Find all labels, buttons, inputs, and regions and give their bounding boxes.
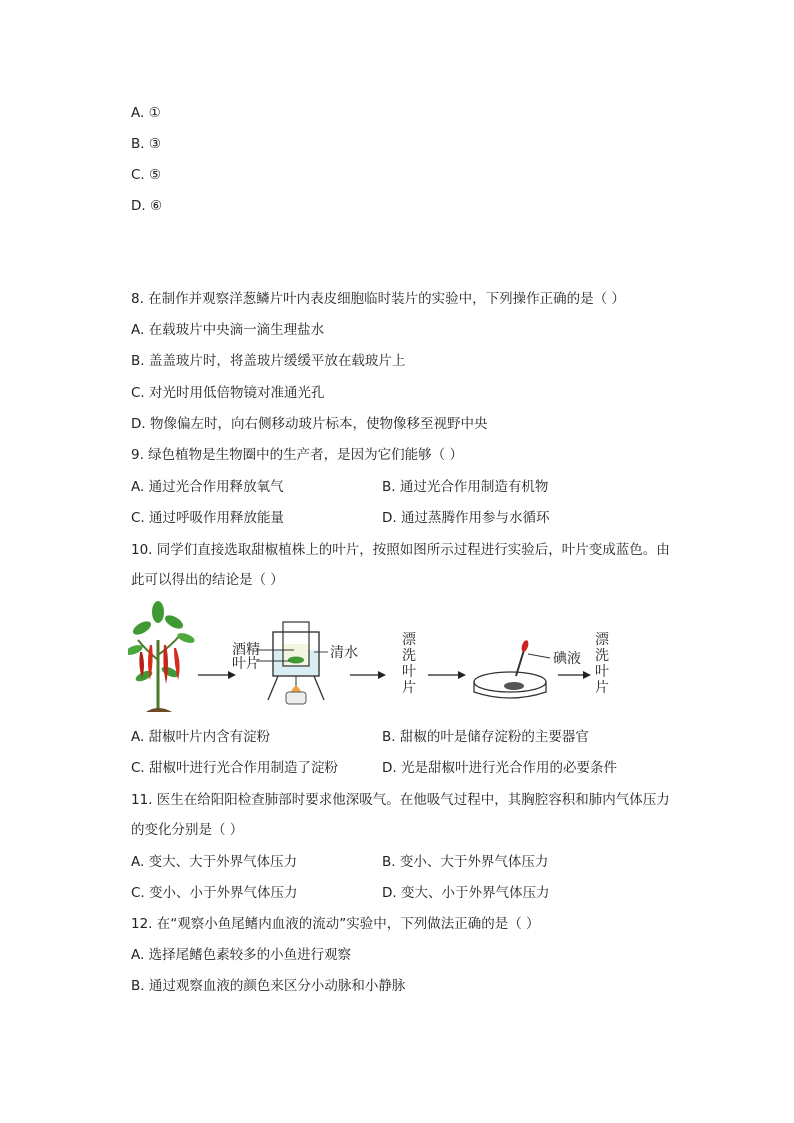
q9-option-d: D. 通过蒸腾作用参与水循环: [382, 510, 550, 526]
q8-stem: 8. 在制作并观察洋葱鳞片叶内表皮细胞临时装片的实验中，下列操作正确的是（ ）: [131, 291, 625, 307]
q10-option-c: C. 甜椒叶进行光合作用制造了淀粉: [131, 760, 339, 776]
q8-option-b: B. 盖盖玻片时，将盖玻片缓缓平放在载玻片上: [131, 353, 406, 369]
q12-option-a: A. 选择尾鳍色素较多的小鱼进行观察: [131, 947, 352, 963]
q11-option-c: C. 变小、小于外界气体压力: [131, 885, 298, 901]
q11-option-b: B. 变小、大于外界气体压力: [382, 854, 549, 870]
q11-option-a: A. 变大、大于外界气体压力: [131, 854, 298, 870]
water-bath-apparatus: [256, 622, 328, 704]
q10-stem-line2: 此可以得出的结论是（ ）: [131, 572, 284, 588]
label-rinse-2-char4: 片: [595, 680, 609, 696]
petri-dish-with-dropper: [474, 639, 550, 698]
q10-experiment-figure: [128, 600, 628, 718]
q10-option-a: A. 甜椒叶片内含有淀粉: [131, 729, 271, 745]
q8-option-c: C. 对光时用低倍物镜对准通光孔: [131, 385, 325, 401]
q7-option-b: B. ③: [131, 136, 161, 152]
q11-option-d: D. 变大、小于外界气体压力: [382, 885, 550, 901]
q9-option-a: A. 通过光合作用释放氧气: [131, 479, 284, 495]
label-rinse-2-char1: 漂: [595, 632, 609, 648]
q7-option-d: D. ⑥: [131, 198, 163, 214]
label-rinse-2-char2: 洗: [595, 648, 609, 664]
q12-stem: 12. 在“观察小鱼尾鳍内血液的流动”实验中，下列做法正确的是（ ）: [131, 916, 540, 932]
q9-option-b: B. 通过光合作用制造有机物: [382, 479, 549, 495]
q7-option-a: A. ①: [131, 105, 161, 121]
q9-option-c: C. 通过呼吸作用释放能量: [131, 510, 285, 526]
label-rinse-2-char3: 叶: [595, 664, 609, 680]
label-water: 清水: [330, 645, 358, 661]
q10-option-b: B. 甜椒的叶是储存淀粉的主要器官: [382, 729, 589, 745]
q12-option-b: B. 通过观察血液的颜色来区分小动脉和小静脉: [131, 978, 406, 994]
q8-option-a: A. 在载玻片中央滴一滴生理盐水: [131, 322, 325, 338]
label-rinse-1-char3: 叶: [402, 664, 416, 680]
label-alcohol: 酒精: [232, 642, 260, 658]
label-rinse-1-char4: 片: [402, 680, 416, 696]
pepper-plant-illustration: [128, 601, 196, 712]
q7-option-c: C. ⑤: [131, 167, 162, 183]
q9-stem: 9. 绿色植物是生物圈中的生产者，是因为它们能够（ ）: [131, 447, 463, 463]
q11-stem-line2: 的变化分别是（ ）: [131, 822, 244, 838]
label-rinse-1-char2: 洗: [402, 648, 416, 664]
label-rinse-1-char1: 漂: [402, 632, 416, 648]
q11-stem-line1: 11. 医生在给阳阳检查肺部时要求他深吸气。在他吸气过程中，其胸腔容积和肺内气体压力: [131, 792, 670, 808]
label-iodine: 碘液: [553, 651, 581, 667]
label-leaf: 叶片: [232, 656, 260, 672]
q8-option-d: D. 物像偏左时，向右侧移动玻片标本，使物像移至视野中央: [131, 416, 488, 432]
q10-stem-line1: 10. 同学们直接选取甜椒植株上的叶片，按照如图所示过程进行实验后，叶片变成蓝色。由: [131, 542, 670, 558]
q10-option-d: D. 光是甜椒叶进行光合作用的必要条件: [382, 760, 617, 776]
